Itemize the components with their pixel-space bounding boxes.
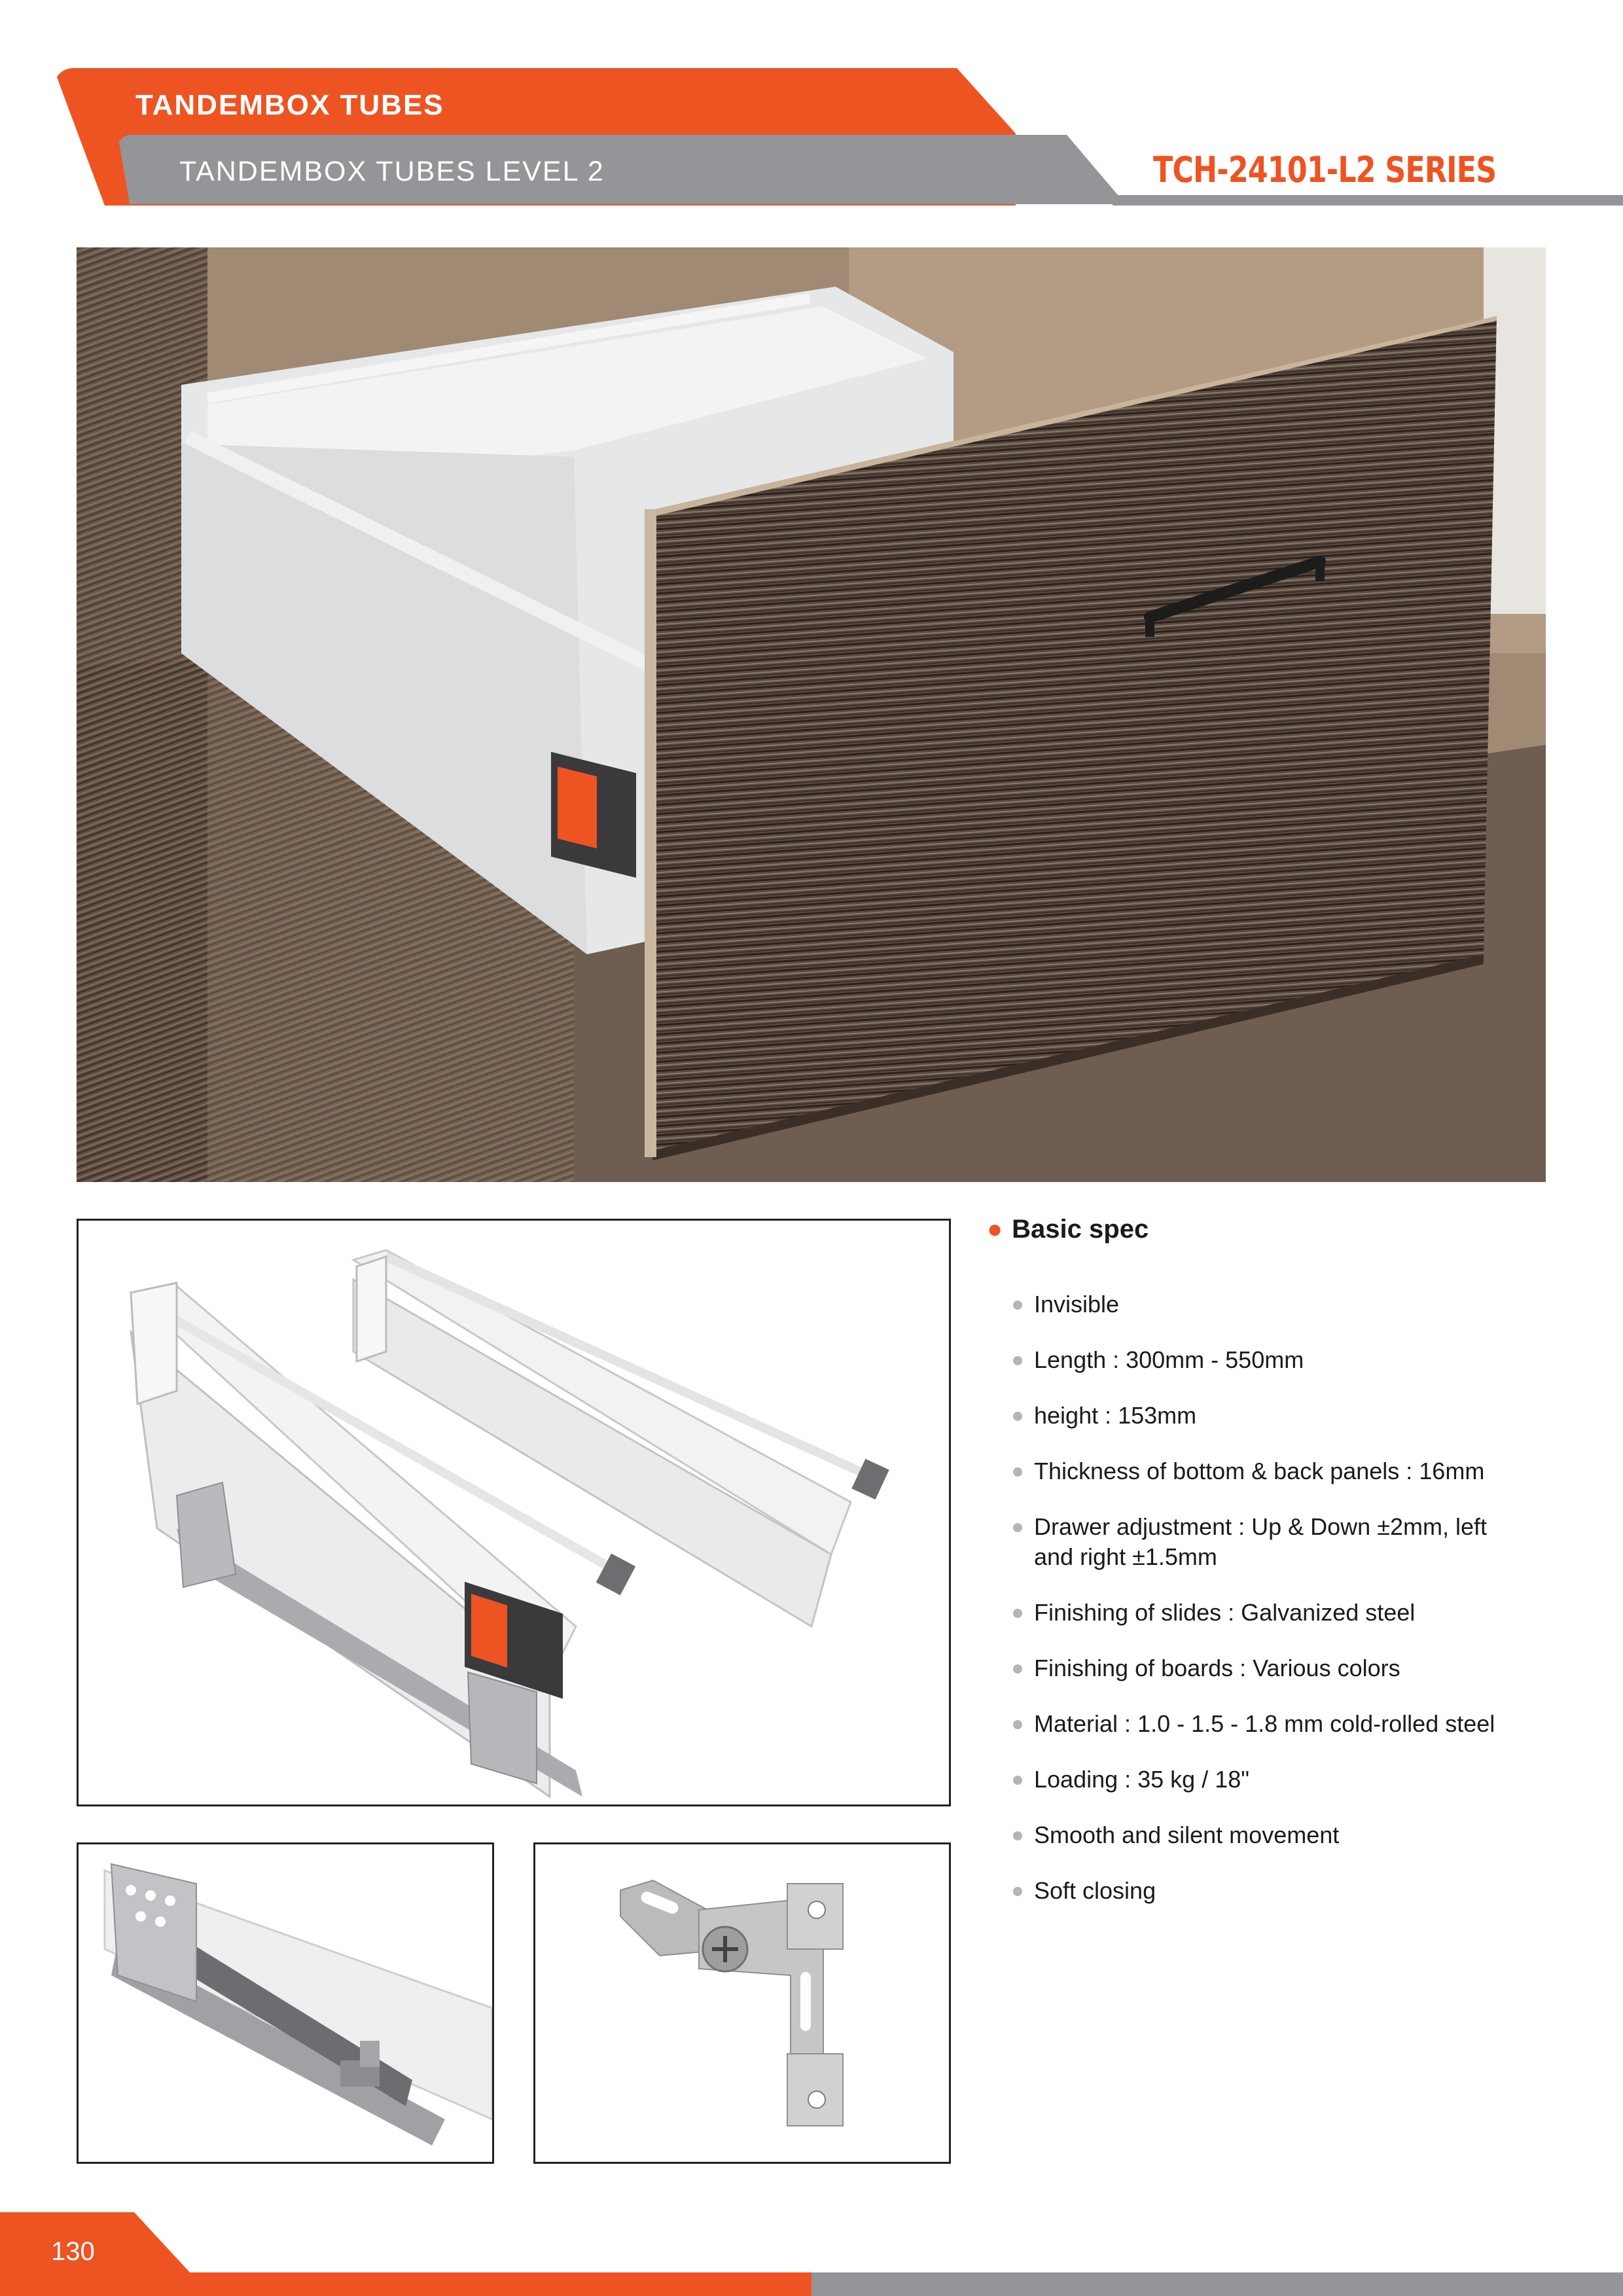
front-bracket-image [533, 1842, 951, 2164]
category-title: TANDEMBOX TUBES [135, 89, 444, 121]
series-label: TCH-24101-L2 SERIES [1153, 149, 1497, 190]
spec-list [1013, 1289, 1589, 1931]
spec-item: Soft closing [1013, 1876, 1589, 1906]
footer-gray-band [812, 2272, 1623, 2296]
spec-item: height : 153mm [1013, 1401, 1589, 1431]
spec-item: Thickness of bottom & back panels : 16mm [1013, 1456, 1589, 1486]
header-rule [1113, 195, 1623, 206]
hero-drawer-illustration [77, 247, 1546, 1182]
spec-item: Drawer adjustment : Up & Down ±2mm, left and right ±1.5mm [1013, 1512, 1505, 1572]
drawer-sides-illustration [79, 1221, 949, 1804]
bullet-dot-icon: ● [987, 1215, 1003, 1244]
spec-item: Finishing of boards : Various colors [1013, 1653, 1589, 1683]
spec-item: Material : 1.0 - 1.5 - 1.8 mm cold-rolled steel [1013, 1709, 1589, 1739]
page-number: 130 [51, 2237, 95, 2266]
slide-mechanism-image [77, 1842, 494, 2164]
spec-heading [987, 1215, 1149, 1244]
front-bracket-illustration [535, 1844, 949, 2162]
subcategory-title: TANDEMBOX TUBES LEVEL 2 [179, 156, 605, 187]
spec-item: Length : 300mm - 550mm [1013, 1345, 1589, 1375]
spec-item: Smooth and silent movement [1013, 1820, 1589, 1850]
slide-mechanism-illustration [79, 1844, 492, 2162]
spec-item: Invisible [1013, 1289, 1589, 1319]
spec-item: Finishing of slides : Galvanized steel [1013, 1598, 1589, 1628]
footer-orange-band [0, 2212, 812, 2296]
spec-item: Loading : 35 kg / 18" [1013, 1765, 1589, 1795]
hero-drawer-photo [77, 247, 1546, 1182]
drawer-sides-image [77, 1219, 951, 1806]
spec-heading-text: Basic spec [1012, 1215, 1149, 1244]
